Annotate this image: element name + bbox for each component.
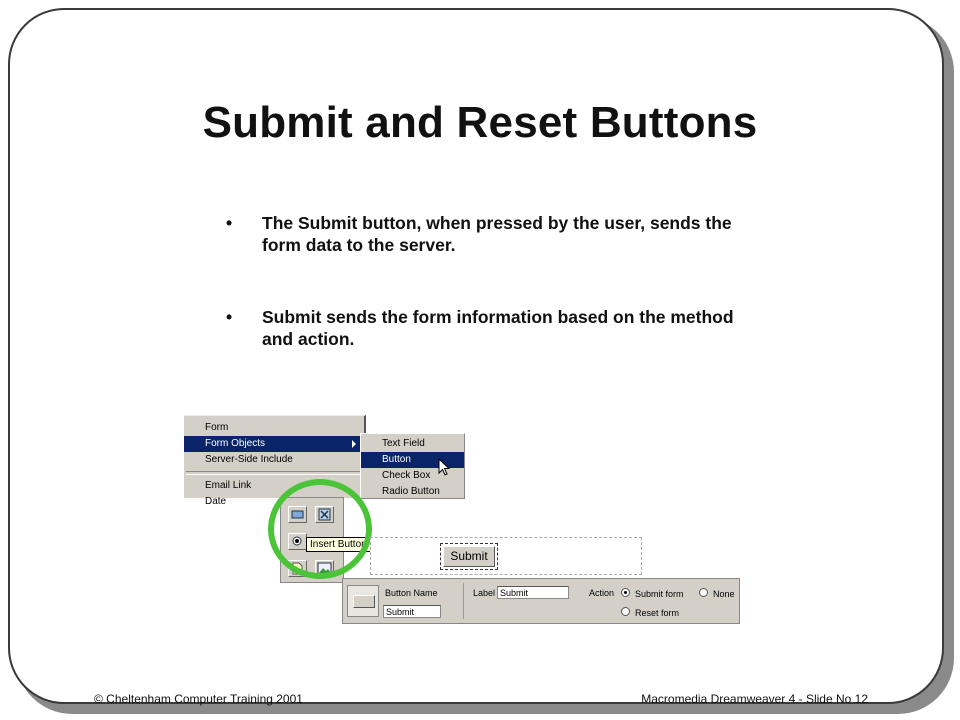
bullet-list xyxy=(226,212,746,400)
form-outline xyxy=(370,537,642,575)
bullet-marker: • xyxy=(226,213,233,233)
menu-separator xyxy=(186,471,362,475)
submenu-item-button[interactable]: Button xyxy=(361,452,464,468)
menu-item-form[interactable]: Form xyxy=(205,422,229,433)
property-inspector xyxy=(342,578,740,624)
none-radio[interactable] xyxy=(699,588,708,597)
bullet-item xyxy=(226,306,746,350)
bullet-text: The Submit button, when pressed by the user, sends the form data to the server. xyxy=(262,213,732,255)
button-name-input[interactable]: Submit xyxy=(383,605,441,618)
submit-form-radio[interactable] xyxy=(621,588,630,597)
submit-button[interactable]: Submit xyxy=(443,546,495,567)
menu-item-date[interactable]: Date xyxy=(205,496,227,507)
action-label: Action xyxy=(589,588,615,598)
menu-item-server-side-include[interactable]: Server-Side Include xyxy=(205,454,293,465)
bullet-marker: • xyxy=(226,307,233,327)
inspector-divider xyxy=(463,583,464,619)
submenu-item-radio-button[interactable]: Radio Button xyxy=(382,486,440,497)
button-name-label: Button Name xyxy=(385,588,438,598)
bullet-item xyxy=(226,212,746,256)
submenu-item-text-field[interactable]: Text Field xyxy=(382,438,425,449)
none-option: None xyxy=(713,589,735,599)
button-type-icon xyxy=(347,585,379,617)
submit-form-option: Submit form xyxy=(635,589,684,599)
label-label: Label xyxy=(473,588,496,598)
menu-item-label: Form Objects xyxy=(205,438,266,449)
insert-button-tooltip: Insert Button xyxy=(306,537,371,552)
bullet-text: Submit sends the form information based on the method and action. xyxy=(262,307,734,349)
menu-item-email-link[interactable]: Email Link xyxy=(205,480,252,491)
reset-form-radio[interactable] xyxy=(621,607,630,616)
slide-title: Submit and Reset Buttons xyxy=(202,98,758,147)
menu-item-form-objects[interactable] xyxy=(184,436,364,452)
footer-copyright: © Cheltenham Computer Training 2001 xyxy=(94,692,303,706)
highlight-circle xyxy=(268,479,372,579)
reset-form-option: Reset form xyxy=(635,608,680,618)
submenu-item-check-box[interactable]: Check Box xyxy=(382,470,431,481)
mouse-pointer-icon xyxy=(438,458,452,478)
label-input[interactable]: Submit xyxy=(497,586,569,599)
footer-slide-number: Macromedia Dreamweaver 4 - Slide No 12 xyxy=(641,692,868,706)
submenu-arrow-icon xyxy=(352,440,356,448)
